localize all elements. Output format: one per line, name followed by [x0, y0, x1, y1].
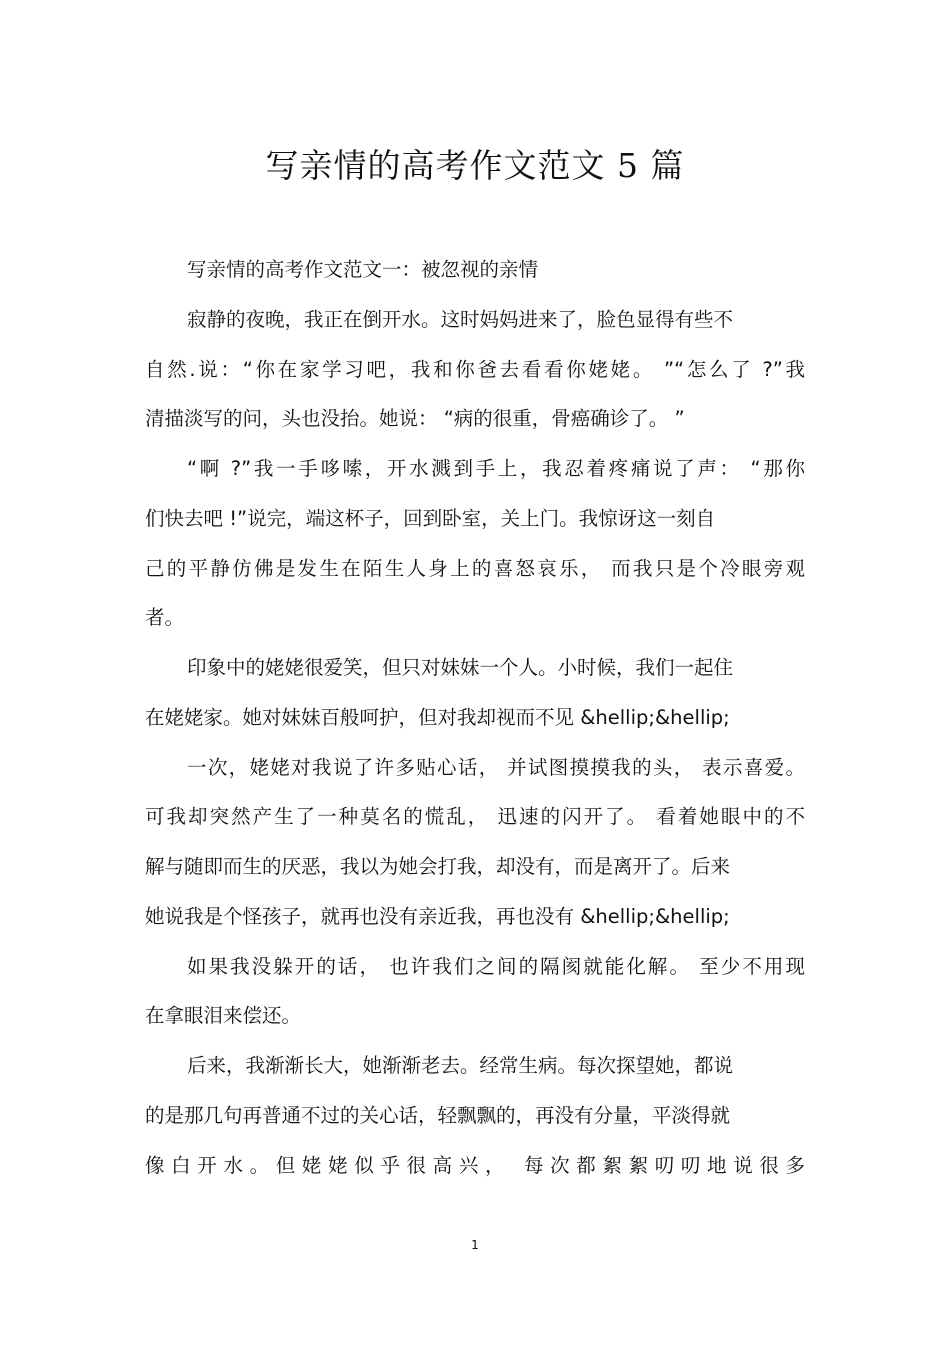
text-line: 寂静的夜晚，我正在倒开水。这时妈妈进来了，脸色显得有些不: [187, 308, 734, 331]
text-line: 的是那几句再普通不过的关心话，轻飘飘的，再没有分量，平淡得就: [145, 1104, 731, 1127]
text-line: 清描淡写的问，头也没抬。她说： “病的很重，骨癌确诊了。 ”: [145, 407, 685, 430]
page-number: 1: [471, 1238, 479, 1252]
text-line: 可我却突然产生了一种莫名的慌乱， 迅速的闪开了。 看着她眼中的不: [145, 805, 805, 828]
text-line: 自然.说：“你在家学习吧，我和你爸去看看你姥姥。 ”“怎么了 ?”我: [145, 358, 805, 381]
text-line: 后来，我渐渐长大，她渐渐老去。经常生病。每次探望她，都说: [187, 1054, 734, 1077]
page-title: 写亲情的高考作文范文 5 篇: [265, 146, 685, 185]
section-heading: 写亲情的高考作文范文一：被忽视的亲情: [187, 258, 539, 281]
text-line: “啊 ?”我一手哆嗦，开水溅到手上，我忍着疼痛说了声： “那你: [187, 457, 805, 480]
text-line: 在拿眼泪来偿还。: [145, 1004, 302, 1027]
text-line: 者。: [145, 606, 185, 629]
text-line: 她说我是个怪孩子，就再也没有亲近我，再也没有 &hellip;&hellip;: [145, 905, 730, 928]
text-line: 如果我没躲开的话， 也许我们之间的隔阂就能化解。 至少不用现: [187, 955, 805, 978]
text-line: 在姥姥家。她对妹妹百般呵护，但对我却视而不见 &hellip;&hellip;: [145, 706, 730, 729]
text-line: 解与随即而生的厌恶，我以为她会打我，却没有，而是离开了。后来: [145, 855, 731, 878]
text-line: 像白开水。但姥姥似乎很高兴， 每次都絮絮叨叨地说很多: [145, 1154, 805, 1177]
text-line: 己的平静仿佛是发生在陌生人身上的喜怒哀乐， 而我只是个冷眼旁观: [145, 557, 805, 580]
text-line: 印象中的姥姥很爱笑，但只对妹妹一个人。小时候，我们一起住: [187, 656, 734, 679]
text-line: 一次，姥姥对我说了许多贴心话， 并试图摸摸我的头， 表示喜爱。: [187, 756, 805, 779]
text-line: 们快去吧 !”说完，端这杯子，回到卧室，关上门。我惊讶这一刻自: [145, 507, 716, 530]
